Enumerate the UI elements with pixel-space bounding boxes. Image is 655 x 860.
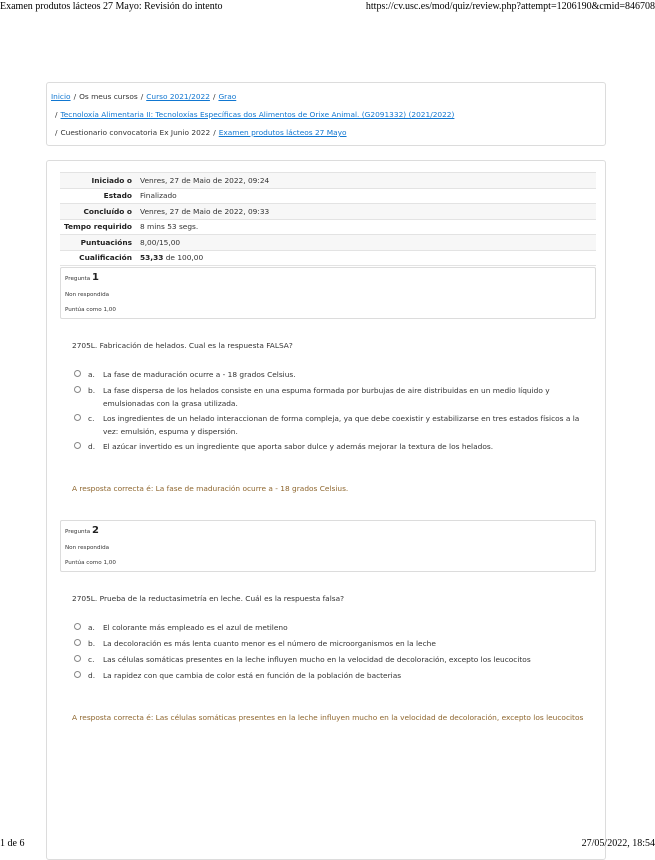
- print-page-number: 1 de 6: [0, 838, 25, 849]
- radio-button[interactable]: [74, 370, 81, 377]
- breadcrumb-separator: /: [55, 128, 58, 137]
- radio-button[interactable]: [74, 671, 81, 678]
- breadcrumb-separator: /: [212, 92, 216, 101]
- option-letter: d.: [88, 671, 96, 680]
- breadcrumb: [46, 82, 606, 146]
- breadcrumb-quiz-link[interactable]: Examen produtos lácteos 27 Mayo: [218, 128, 347, 137]
- option-letter: c.: [88, 655, 95, 664]
- summary-label: Puntuacións: [80, 237, 132, 247]
- summary-label: Estado: [103, 191, 132, 201]
- summary-row-time-taken: [60, 220, 596, 236]
- question-text: 2705L. Fabricación de helados. Cual es la respuesta FALSA?: [72, 341, 293, 350]
- print-datetime: 27/05/2022, 18:54: [581, 838, 655, 849]
- option-text: El colorante más empleado es el azul de metileno: [103, 623, 288, 632]
- print-title: Examen produtos lácteos 27 Mayo: Revisión do intento: [0, 1, 223, 12]
- radio-button[interactable]: [74, 639, 81, 646]
- breadcrumb-separator: /: [213, 128, 216, 137]
- summary-value: 8 mins 53 segs.: [140, 222, 199, 232]
- option-text: Las células somáticas presentes en la leche influyen mucho en la velocidad de decoloración, excepto los leucocitos: [103, 655, 531, 664]
- option-text: Los ingredientes de un helado interaccionan de forma compleja, ya que debe coexistir y estabilizarse en tres estados físicos a la vez: emulsión, espuma y dispersión.: [103, 414, 580, 436]
- option-letter: b.: [88, 386, 96, 395]
- breadcrumb-line-2: [51, 110, 454, 119]
- correct-answer-feedback: A resposta correcta é: La fase de maduración ocurre a - 18 grados Celsius.: [72, 484, 349, 493]
- radio-button[interactable]: [74, 414, 81, 421]
- question-info-box: [60, 520, 596, 572]
- question-number-value: 2: [91, 525, 99, 536]
- breadcrumb-course-link[interactable]: Tecnoloxía Alimentaria II: Tecnoloxías Específicas dos Alimentos de Orixe Animal. (G2091332) (2021/2022): [60, 110, 455, 119]
- summary-row-grade: [60, 251, 596, 267]
- breadcrumb-separator: /: [73, 92, 77, 101]
- breadcrumb-degree-link[interactable]: Grao: [218, 92, 237, 101]
- summary-row-state: [60, 189, 596, 205]
- breadcrumb-home-link[interactable]: Inicio: [51, 92, 71, 101]
- summary-value: 8,00/15,00: [140, 237, 181, 247]
- radio-button[interactable]: [74, 442, 81, 449]
- question-prefix: Pregunta: [65, 276, 91, 282]
- breadcrumb-my-courses: Os meus cursos: [79, 92, 138, 101]
- breadcrumb-quiz-section: Cuestionario convocatoria Ex Junio 2022: [60, 128, 211, 137]
- summary-value: [140, 253, 203, 262]
- breadcrumb-line-1: [51, 92, 236, 101]
- summary-row-started: [60, 173, 596, 189]
- question-state: Non respondida: [65, 292, 110, 298]
- question-state: Non respondida: [65, 545, 110, 551]
- summary-value: Venres, 27 de Maio de 2022, 09:33: [140, 206, 270, 216]
- radio-button[interactable]: [74, 655, 81, 662]
- attempt-summary-table: [60, 172, 596, 266]
- option-text: La decoloración es más lenta cuanto menor es el número de microorganismos en la leche: [103, 639, 436, 648]
- summary-label: Concluído o: [83, 206, 132, 216]
- question-number-value: 1: [91, 272, 99, 283]
- question-info-box: [60, 267, 596, 319]
- option-text: La rapidez con que cambia de color está en función de la población de bacterias: [103, 671, 402, 680]
- summary-label: Tempo requirido: [63, 222, 132, 232]
- summary-value: Venres, 27 de Maio de 2022, 09:24: [140, 175, 270, 185]
- question-text: 2705L. Prueba de la reductasimetría en leche. Cuál es la respuesta falsa?: [72, 594, 345, 603]
- question-mark: Puntúa como 1,00: [65, 307, 116, 313]
- correct-answer-feedback: A resposta correcta é: Las células somáticas presentes en la leche influyen mucho en la velocidad de decoloración, excepto los leucocitos: [72, 713, 584, 722]
- option-text: La fase de maduración ocurre a - 18 grados Celsius.: [103, 370, 296, 379]
- radio-button[interactable]: [74, 623, 81, 630]
- breadcrumb-line-3: [51, 128, 347, 137]
- grade-value: 53,33: [140, 253, 164, 263]
- breadcrumb-separator: /: [55, 110, 58, 119]
- question-prefix: Pregunta: [65, 529, 91, 535]
- option-letter: d.: [88, 442, 96, 451]
- question-number: [65, 525, 99, 536]
- grade-max: de 100,00: [163, 253, 204, 263]
- summary-label: Iniciado o: [91, 175, 132, 185]
- option-text: La fase dispersa de los helados consiste en una espuma formada por burbujas de aire distribuidas en un medio líquido y emulsionadas con la grasa utilizada.: [103, 386, 550, 408]
- print-footer: [0, 838, 655, 849]
- print-header: [0, 1, 655, 12]
- breadcrumb-course-year-link[interactable]: Curso 2021/2022: [146, 92, 210, 101]
- option-letter: a.: [88, 370, 95, 379]
- option-letter: a.: [88, 623, 95, 632]
- option-text: El azúcar invertido es un ingrediente que aporta sabor dulce y además mejorar la textura de los helados.: [103, 442, 494, 451]
- breadcrumb-separator: /: [140, 92, 144, 101]
- radio-button[interactable]: [74, 386, 81, 393]
- summary-row-completed: [60, 204, 596, 220]
- print-url: https://cv.usc.es/mod/quiz/review.php?attempt=1206190&cmid=846708: [365, 1, 655, 12]
- summary-label: Cualificación: [79, 253, 132, 263]
- summary-value: Finalizado: [140, 191, 177, 201]
- question-number: [65, 272, 99, 283]
- option-letter: b.: [88, 639, 96, 648]
- question-mark: Puntúa como 1,00: [65, 560, 116, 566]
- option-letter: c.: [88, 414, 95, 423]
- summary-row-marks: [60, 235, 596, 251]
